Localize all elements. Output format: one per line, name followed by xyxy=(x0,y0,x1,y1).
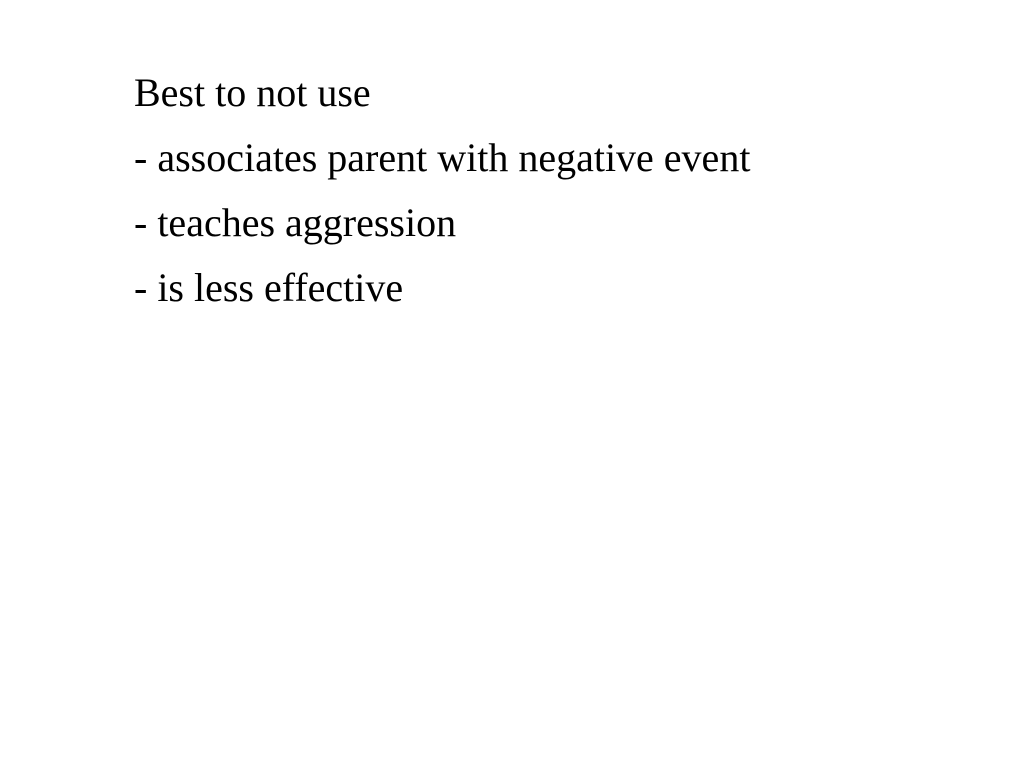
bullet-line-associates: - associates parent with negative event xyxy=(134,135,751,180)
slide-heading-line: Best to not use xyxy=(134,70,371,115)
bullet-line-effective: - is less effective xyxy=(134,265,404,310)
bullet-line-aggression: - teaches aggression xyxy=(134,200,457,245)
slide-body xyxy=(134,60,994,320)
